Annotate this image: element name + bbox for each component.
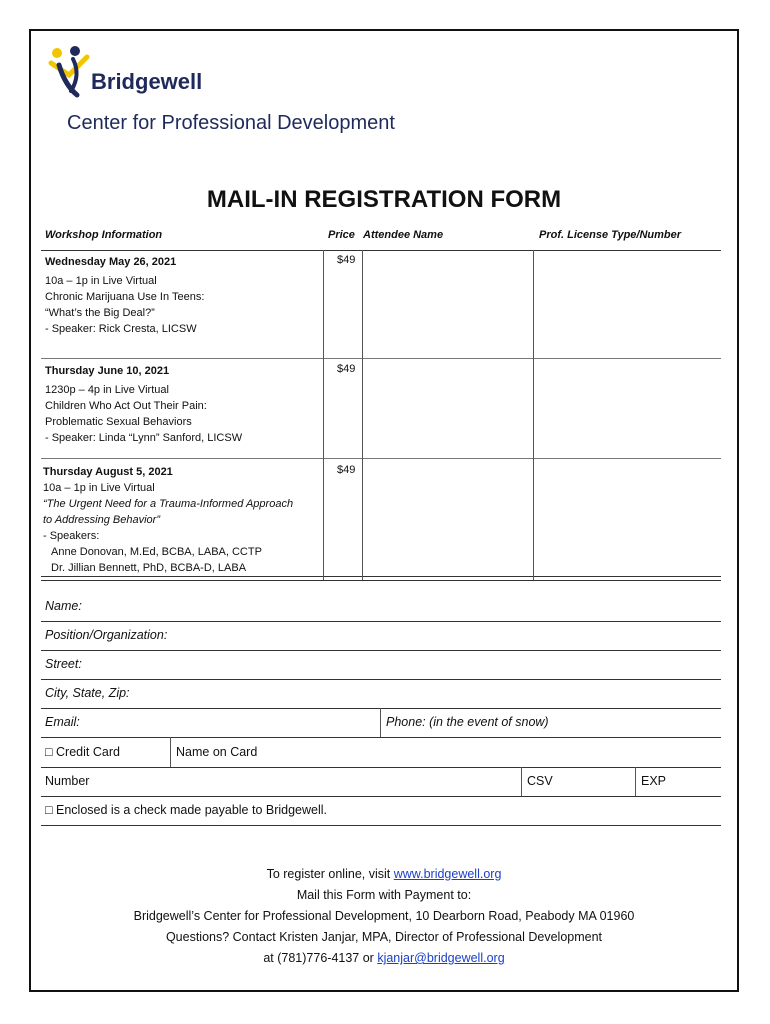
header-workshop-info: Workshop Information [45,229,163,241]
workshop-2-price: $49 [337,363,356,375]
workshop-title-line: “What’s the Big Deal?” [45,307,155,319]
workshop-3-info [43,464,333,576]
name-field[interactable]: Name: [45,599,82,613]
field-line [41,767,721,768]
table-top-line [41,250,721,251]
footer-mail-line: Mail this Form with Payment to: [296,888,472,902]
email-link[interactable]: kjanjar@bridgewell.org [377,951,505,965]
col-divider-attendee [362,250,363,580]
workshop-speaker: Dr. Jillian Bennett, PhD, BCBA-D, LABA [51,562,247,574]
header-attendee-name: Attendee Name [363,229,444,241]
workshop-title-line: Problematic Sexual Behaviors [45,416,192,428]
field-line [41,621,721,622]
workshop-title-line: “The Urgent Need for a Trauma-Informed Approach [43,498,294,510]
workshop-time: 10a – 1p in Live Virtual [45,275,157,287]
website-link[interactable]: www.bridgewell.org [393,867,502,881]
field-line [41,708,721,709]
col-divider-license [533,250,534,580]
field-line [41,737,721,738]
form-title: MAIL-IN REGISTRATION FORM [206,186,562,213]
street-field[interactable]: Street: [45,657,82,671]
workshop-2-info [45,363,335,446]
workshop-speakers-label: - Speakers: [43,530,100,542]
workshop-1-info [45,254,335,337]
footer-register-line [31,864,737,885]
workshop-1-price: $49 [337,254,356,266]
field-line [41,796,721,797]
register-prefix: To register online, visit [266,867,394,881]
brand-name: Bridgewell [91,69,203,94]
header-license: Prof. License Type/Number [539,229,682,241]
workshop-title-line: to Addressing Behavior” [43,514,160,526]
workshop-3-price: $49 [337,464,356,476]
workshop-speaker: - Speaker: Rick Cresta, LICSW [45,323,197,335]
center-subtitle: Center for Professional Development [67,112,395,134]
table-bottom-line-2 [41,580,721,581]
workshop-title-line: Chronic Marijuana Use In Teens: [45,291,205,303]
workshop-date: Thursday August 5, 2021 [43,466,173,478]
table-bottom-line-1 [41,576,721,577]
field-divider [380,708,381,737]
footer-questions: Questions? Contact Kristen Janjar, MPA, Director of Professional Development [165,930,603,944]
workshop-time: 1230p – 4p in Live Virtual [45,384,169,396]
credit-card-checkbox[interactable]: □ Credit Card [45,745,120,759]
row-divider-1 [41,358,721,359]
row-divider-2 [41,458,721,459]
field-line [41,825,721,826]
contact-prefix: at (781)776-4137 or [263,951,378,965]
workshop-date: Wednesday May 26, 2021 [45,256,177,268]
phone-field[interactable]: Phone: (in the event of snow) [386,715,549,729]
field-line [41,679,721,680]
card-number-field[interactable]: Number [45,774,90,788]
position-field[interactable]: Position/Organization: [45,628,168,642]
email-field[interactable]: Email: [45,715,80,729]
workshop-title-line: Children Who Act Out Their Pain: [45,400,207,412]
field-divider [170,737,171,767]
workshop-speaker: Anne Donovan, M.Ed, BCBA, LABA, CCTP [51,546,262,558]
check-enclosed-checkbox[interactable]: □ Enclosed is a check made payable to Bridgewell. [45,803,328,817]
workshop-time: 10a – 1p in Live Virtual [43,482,155,494]
workshop-date: Thursday June 10, 2021 [45,365,170,377]
registration-form-page [29,29,739,992]
workshop-speaker: - Speaker: Linda “Lynn” Sanford, LICSW [45,432,243,444]
csv-field[interactable]: CSV [527,774,553,788]
footer-contact-line [31,948,737,969]
bridgewell-logo-icon [47,45,93,101]
header-price: Price [328,229,355,241]
field-divider [521,767,522,796]
city-state-zip-field[interactable]: City, State, Zip: [45,686,130,700]
exp-field[interactable]: EXP [641,774,667,788]
footer-address: Bridgewell’s Center for Professional Development, 10 Dearborn Road, Peabody MA 01960 [133,909,635,923]
field-divider [635,767,636,796]
name-on-card-field[interactable]: Name on Card [176,745,258,759]
field-line [41,650,721,651]
